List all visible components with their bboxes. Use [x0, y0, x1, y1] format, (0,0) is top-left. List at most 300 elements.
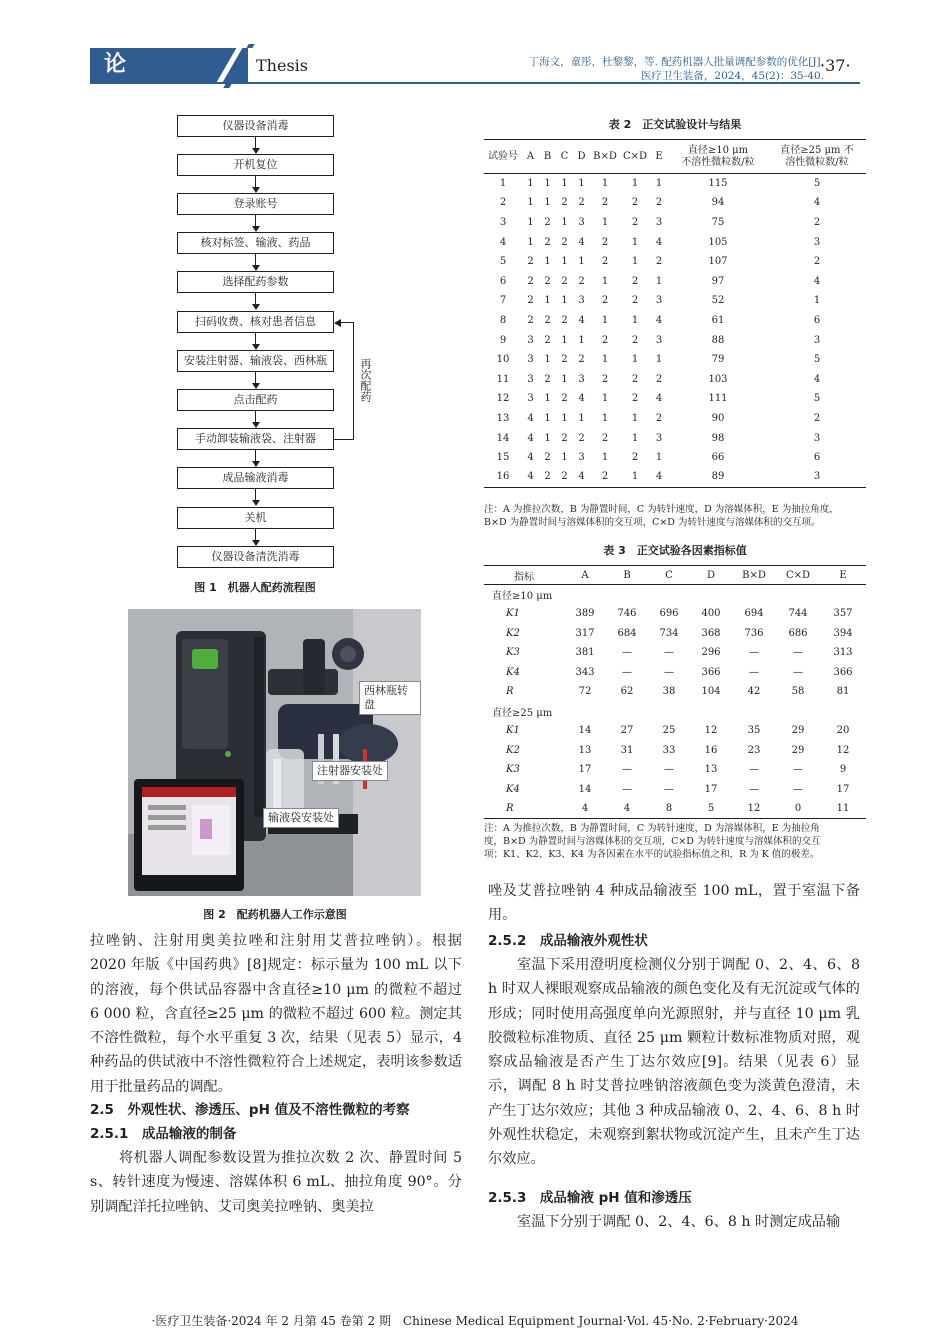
table-cell: 1 — [813, 295, 821, 307]
table-row — [484, 350, 866, 370]
table-cell: 12 — [836, 744, 850, 756]
table-cell: 1 — [601, 314, 609, 326]
table-cell: 1 — [655, 275, 663, 287]
col-header: B — [543, 150, 552, 162]
label-vial-tray: 西林瓶转盘 — [359, 681, 421, 715]
table-cell: 2 — [544, 471, 551, 483]
table-cell: 2 — [544, 452, 551, 464]
loop-line — [334, 439, 354, 440]
table-cell: 366 — [701, 666, 721, 678]
flow-step: 仪器设备消毒 — [177, 115, 334, 137]
table-cell: 3 — [527, 393, 534, 405]
table-cell: 1 — [631, 471, 639, 483]
table-cell: 2 — [655, 197, 663, 209]
table-cell: 1 — [631, 256, 639, 268]
col-header: C — [560, 150, 569, 162]
table-cell: 3 — [578, 216, 585, 228]
table-row — [484, 252, 866, 272]
table-cell: 5 — [813, 393, 821, 405]
table-cell: 2 — [813, 412, 821, 424]
table-cell: 1 — [578, 412, 585, 424]
table-cell: 1 — [544, 256, 551, 268]
table-cell: — — [622, 647, 632, 659]
flow-arrowhead — [252, 304, 260, 310]
table-cell: 2 — [631, 216, 639, 228]
header-citation: 医疗卫生装备，2024，45(2)：35-40. — [640, 70, 824, 82]
table-cell: 2 — [601, 197, 609, 209]
table-cell: 1 — [601, 393, 609, 405]
table-cell: 3 — [813, 432, 821, 444]
loop-arrowhead — [334, 319, 341, 327]
table-cell: 23 — [747, 744, 761, 756]
table-cell: 1 — [631, 314, 639, 326]
table-cell: 5 — [499, 256, 507, 268]
table-cell: K3 — [506, 647, 520, 659]
table-cell: 1 — [631, 354, 639, 366]
table-cell: 8 — [665, 803, 673, 814]
label-syringe-mount: 注射器安装处 — [312, 761, 388, 781]
table-cell: 66 — [711, 452, 725, 464]
table-cell: — — [664, 666, 674, 678]
col-header: C×D — [785, 569, 811, 581]
col-header: C×D — [622, 150, 648, 162]
figure2-caption: 图 2 配药机器人工作示意图 — [203, 908, 347, 921]
flow-step: 扫码收费、核对患者信息 — [177, 311, 334, 333]
table-cell: 13 — [578, 744, 592, 756]
table-row — [484, 291, 866, 311]
table-cell: 103 — [708, 373, 728, 385]
table-cell: 4 — [578, 314, 585, 326]
table-cell: 29 — [791, 725, 805, 737]
table-cell: 366 — [833, 666, 853, 678]
body-paragraph: 唑及艾普拉唑钠 4 种成品输液至 100 mL，置于室温下备用。 — [488, 883, 860, 924]
table-cell: 2 — [561, 197, 568, 209]
table-cell: 25 — [662, 725, 676, 737]
table-cell: 1 — [544, 354, 551, 366]
table-cell: 4 — [655, 393, 663, 405]
table-row — [484, 409, 866, 429]
page-footer: ·医疗卫生装备·2024 年 2 月第 45 卷第 2 期 Chinese Medical Equipment Journal·Vol. 45·No. 2·February·2024 — [151, 1314, 799, 1328]
table-cell: 31 — [620, 744, 634, 756]
table-row — [484, 643, 866, 663]
table-row — [484, 174, 866, 194]
table-cell: 1 — [561, 178, 568, 190]
table-cell: 3 — [578, 452, 585, 464]
table-cell: 4 — [527, 412, 534, 424]
col-header-multiline — [668, 140, 768, 174]
table-cell: 2 — [631, 295, 639, 307]
table-cell: 1 — [544, 393, 551, 405]
table-cell: 1 — [601, 412, 609, 424]
table-cell: 1 — [561, 334, 568, 346]
flow-step: 仪器设备清洗消毒 — [177, 546, 334, 568]
table-cell: 1 — [544, 197, 551, 209]
table-cell: — — [622, 764, 632, 776]
table-cell: 2 — [527, 275, 534, 287]
table-cell: 16 — [704, 744, 718, 756]
table-cell: 3 — [527, 354, 534, 366]
table-cell: 2 — [544, 334, 551, 346]
table-cell: 11 — [836, 803, 850, 814]
table-cell: 1 — [655, 452, 663, 464]
table-cell: 2 — [655, 256, 663, 268]
table-cell: 3 — [499, 216, 507, 228]
table-cell: 2 — [544, 373, 551, 385]
table-row — [484, 311, 866, 331]
col-header: A — [581, 569, 589, 581]
body-paragraph: 将机器人调配参数设置为推拉次数 2 次、静置时间 5 s、转针速度为慢速、溶媒体积 6 mL、抽拉角度 90°。分别调配洋托拉唑钠、艾司奥美拉唑钠、奥美拉 — [90, 1150, 462, 1215]
table-cell: — — [664, 647, 674, 659]
robot-photo — [128, 609, 421, 896]
table-cell: 2 — [631, 275, 639, 287]
table-row — [484, 799, 866, 819]
table-cell: 2 — [601, 373, 609, 385]
table-cell: 2 — [631, 373, 639, 385]
header-category: 论著 — [104, 52, 179, 111]
table-cell: 2 — [601, 236, 609, 248]
table-cell: 1 — [561, 256, 568, 268]
table-cell: 2 — [601, 471, 609, 483]
table-cell: 8 — [499, 314, 507, 326]
col-header: D — [706, 569, 716, 581]
table-cell: 3 — [655, 295, 663, 307]
table-cell: 2 — [499, 197, 507, 209]
table-cell: 4 — [581, 803, 589, 814]
table-cell: 17 — [578, 764, 592, 776]
table-cell: 2 — [527, 295, 534, 307]
table-cell: 4 — [655, 471, 663, 483]
table-row — [484, 682, 866, 702]
table-header-row — [484, 566, 866, 585]
table-cell: — — [793, 783, 803, 795]
table-cell: 111 — [708, 393, 728, 405]
table-cell: 1 — [655, 178, 663, 190]
table-cell: 389 — [575, 608, 595, 620]
table-cell: K4 — [506, 666, 520, 678]
table-cell: 2 — [655, 373, 663, 385]
table-cell: 2 — [544, 236, 551, 248]
table-cell: — — [793, 666, 803, 678]
table-cell: 38 — [662, 686, 676, 698]
table-cell: 72 — [578, 686, 592, 698]
flow-arrowhead — [252, 500, 260, 506]
table-cell: 4 — [578, 236, 585, 248]
table-group-row — [484, 702, 866, 722]
table-cell: 3 — [578, 295, 585, 307]
table-cell: 42 — [747, 686, 761, 698]
table-cell: 746 — [617, 608, 637, 620]
table-cell: 2 — [601, 334, 609, 346]
table-cell: 9 — [839, 764, 847, 776]
table-cell: 17 — [836, 783, 850, 795]
table3-note: 度，B×D 为静置时间与溶媒体积的交互项，C×D 为转针速度与溶媒体积的交互 — [484, 836, 821, 847]
table-row — [484, 330, 866, 350]
table-cell: — — [793, 764, 803, 776]
flow-step: 点击配药 — [177, 389, 334, 411]
col-header: E — [839, 569, 847, 581]
table3 — [484, 565, 866, 819]
loop-line — [353, 322, 354, 439]
table-header-row — [484, 140, 866, 174]
table-cell: 2 — [527, 256, 534, 268]
table-cell: 20 — [836, 725, 850, 737]
table-cell: 61 — [711, 314, 725, 326]
table-row — [484, 721, 866, 741]
body-paragraph: 室温下采用澄明度检测仪分别于调配 0、2、4、6、8 h 时双人裸眼观察成品输液的颜色变化及有无沉淀或气体的形成；同时使用高强度单向光源照射，并与直径 10 μm 乳胶微粒标准物质、直径 25 μm 颗粒计数标准物质对照，观察成品输液是否产生丁达尔效应[9]。结果（见表 6）显示，调配 8 h 时艾普拉唑钠溶液颜色变为淡黄色澄清，未产生丁达尔效应；其他 3 种成品输液 0、2、4、6、8 h 时外观性状稳定，未观察到絮状物或沉淀产生，且未产生丁达尔效应。 — [488, 957, 860, 1168]
table-cell: 1 — [527, 216, 534, 228]
table-cell: 4 — [527, 432, 534, 444]
table-cell: — — [664, 783, 674, 795]
table-cell: 3 — [813, 471, 821, 483]
table-cell: 4 — [655, 314, 663, 326]
label-bag-mount: 输液袋安装处 — [263, 808, 339, 828]
table-cell: 88 — [711, 334, 725, 346]
table2 — [484, 139, 866, 488]
table-cell: 1 — [655, 354, 663, 366]
table-cell: 2 — [631, 334, 639, 346]
table-cell: 75 — [711, 216, 725, 228]
col-header-line: 直径≥25 μm 不 — [780, 144, 854, 156]
flow-step: 开机复位 — [177, 154, 334, 176]
table-cell: 1 — [561, 373, 568, 385]
table-cell: — — [793, 647, 803, 659]
table-row — [484, 428, 866, 448]
col-header: B×D — [593, 150, 617, 162]
table-cell: 17 — [704, 783, 718, 795]
table-cell: K3 — [506, 764, 520, 776]
table-row — [484, 389, 866, 409]
table2-note: 注：A 为推拉次数，B 为静置时间，C 为转针速度，D 为溶媒体积，E 为抽拉角度， — [484, 504, 839, 515]
robot-illustration — [128, 609, 421, 896]
table-cell: 2 — [561, 471, 568, 483]
loop-label: 再次配药 — [359, 358, 372, 402]
table-cell: 696 — [659, 608, 679, 620]
table-cell: 1 — [631, 412, 639, 424]
flow-step: 安装注射器、输液袋、西林瓶 — [177, 350, 334, 372]
table-cell: 2 — [578, 354, 585, 366]
table-cell: 4 — [655, 236, 663, 248]
table-cell: 4 — [813, 275, 821, 287]
table-cell: 1 — [527, 236, 534, 248]
table-cell: K1 — [506, 725, 520, 737]
table-cell: 58 — [791, 686, 805, 698]
table-cell: 4 — [813, 373, 821, 385]
table-cell: 1 — [631, 178, 639, 190]
flow-step: 手动卸装输液袋、注射器 — [177, 428, 334, 450]
table-cell: K2 — [506, 744, 520, 756]
table-cell: 98 — [711, 432, 725, 444]
figure1-caption: 图 1 机器人配药流程图 — [194, 581, 316, 594]
col-header-line: 直径≥10 μm — [687, 144, 749, 156]
table-cell: 1 — [578, 334, 585, 346]
table-cell: 15 — [496, 452, 510, 464]
table-cell: 13 — [704, 764, 718, 776]
table-cell: 296 — [701, 647, 721, 659]
table-row — [484, 663, 866, 683]
table-cell: 9 — [499, 334, 507, 346]
table-cell: 1 — [527, 178, 534, 190]
table-row — [484, 624, 866, 644]
col-header: 试验号 — [488, 150, 518, 162]
table-cell: 2 — [631, 452, 639, 464]
table-cell: 1 — [601, 354, 609, 366]
table2-note: B×D 为静置时间与溶媒体积的交互项，C×D 为转针速度与溶媒体积的交互项。 — [484, 517, 821, 528]
table-cell: — — [622, 783, 632, 795]
table-cell: 1 — [544, 432, 551, 444]
table-cell: 1 — [601, 452, 609, 464]
table-cell: 0 — [794, 803, 802, 814]
body-paragraph: 拉唑钠、注射用奥美拉唑和注射用艾普拉唑钠）。根据 2020 年版《中国药典》[8]规定：标示量为 100 mL 以下的溶液，每个供试品容器中含直径≥10 μm 的微粒不超过 6 000 粒，含直径≥25 μm 的微粒不超过 600 粒。测定其不溶性微粒，每个水平重复 3 次，结果（见表 5）显示，4 种药品的供试液中不溶性微粒符合上述规定，表明该参数适用于批量药品的调配。 — [90, 933, 462, 1095]
table-cell: 1 — [561, 452, 568, 464]
table-cell: 14 — [578, 783, 592, 795]
table-cell: 79 — [711, 354, 725, 366]
table-cell: 4 — [527, 471, 534, 483]
table-row — [484, 271, 866, 291]
table-cell: — — [664, 764, 674, 776]
table-cell: 317 — [575, 627, 595, 639]
section-heading: 2.5 外观性状、渗透压、pH 值及不溶性微粒的考察 — [90, 1102, 410, 1118]
table-cell: 7 — [499, 295, 507, 307]
subsection-heading: 2.5.2 成品输液外观性状 — [488, 933, 648, 949]
table-cell: 10 — [496, 354, 510, 366]
col-header-line: 不溶性微粒数/粒 — [681, 156, 755, 168]
group-label: 直径≥25 μm — [492, 707, 553, 719]
flow-step: 选择配药参数 — [177, 271, 334, 293]
table-cell: 1 — [578, 178, 585, 190]
table-cell: 52 — [711, 295, 725, 307]
table-cell: 2 — [561, 432, 568, 444]
table-cell: 1 — [561, 412, 568, 424]
table-cell: 11 — [496, 373, 510, 385]
table-cell: R — [506, 686, 514, 698]
table-cell: 1 — [578, 256, 585, 268]
table-cell: 4 — [578, 471, 585, 483]
table-cell: 1 — [601, 216, 609, 228]
table-cell: 89 — [711, 471, 725, 483]
table-row — [484, 604, 866, 624]
table-cell: 27 — [620, 725, 634, 737]
table-cell: 2 — [631, 393, 639, 405]
table-cell: — — [749, 764, 759, 776]
table-cell: 3 — [655, 334, 663, 346]
col-header: 指标 — [514, 571, 534, 583]
table3-caption: 表 3 正交试验各因素指标值 — [603, 544, 747, 557]
table-cell: 2 — [561, 275, 568, 287]
flow-step: 核对标签、输液、药品 — [177, 232, 334, 254]
table-cell: 2 — [544, 216, 551, 228]
table-cell: 394 — [833, 627, 853, 639]
table-cell: 4 — [499, 236, 507, 248]
table-row — [484, 760, 866, 780]
table-cell: 33 — [662, 744, 676, 756]
table-cell: 2 — [561, 393, 568, 405]
table-cell: 313 — [833, 647, 853, 659]
table-cell: 2 — [813, 256, 821, 268]
table-cell: 29 — [791, 744, 805, 756]
group-label: 直径≥10 μm — [492, 591, 553, 602]
table-cell: 13 — [496, 412, 510, 424]
table-cell: K4 — [506, 783, 520, 795]
col-header: B — [623, 569, 631, 581]
table-cell: 2 — [527, 314, 534, 326]
table-cell: 1 — [631, 432, 639, 444]
table-cell: 16 — [496, 471, 510, 483]
table-cell: R — [506, 803, 514, 814]
table-cell: 5 — [707, 803, 715, 814]
table-cell: 12 — [747, 803, 761, 814]
table-row — [484, 448, 866, 468]
table-cell: 104 — [701, 686, 721, 698]
table-cell: 3 — [527, 334, 534, 346]
table-cell: 94 — [711, 197, 725, 209]
table-row — [484, 213, 866, 233]
table-cell: 2 — [561, 236, 568, 248]
table-cell: 5 — [813, 178, 821, 190]
table2-caption: 表 2 正交试验设计与结果 — [608, 118, 742, 131]
table-cell: 81 — [836, 686, 850, 698]
table-row — [484, 232, 866, 252]
table-cell: 2 — [544, 314, 551, 326]
table-cell: 4 — [527, 452, 534, 464]
table-cell: 736 — [744, 627, 764, 639]
table-cell: 3 — [655, 432, 663, 444]
table-cell: 2 — [561, 354, 568, 366]
table-cell: 686 — [788, 627, 808, 639]
table-cell: 357 — [833, 608, 853, 620]
table-cell: 694 — [744, 608, 764, 620]
table-cell: 4 — [813, 197, 821, 209]
flow-step: 成品输液消毒 — [177, 467, 334, 489]
table-cell: — — [749, 783, 759, 795]
col-header-line: 溶性微粒数/粒 — [785, 156, 849, 168]
table-cell: 3 — [578, 373, 585, 385]
table-cell: 105 — [708, 236, 728, 248]
table-cell: 1 — [544, 178, 551, 190]
table-cell: 2 — [578, 432, 585, 444]
table-cell: 4 — [623, 803, 631, 814]
table-cell: 107 — [708, 256, 728, 268]
table-cell: 684 — [617, 627, 637, 639]
flow-step: 登录账号 — [177, 193, 334, 215]
subsection-heading: 2.5.3 成品输液 pH 值和渗透压 — [488, 1190, 692, 1206]
table-cell: K1 — [506, 608, 520, 620]
table-cell: 1 — [544, 295, 551, 307]
table-cell: 343 — [575, 666, 595, 678]
table-cell: — — [749, 666, 759, 678]
table-cell: 3 — [527, 373, 534, 385]
header-citation: 丁海文，童彤，杜黎黎，等. 配药机器人批量调配参数的优化[J]. — [528, 56, 824, 68]
table-cell: 12 — [704, 725, 718, 737]
col-header: E — [655, 150, 663, 162]
table-cell: 3 — [655, 216, 663, 228]
table-cell: 744 — [788, 608, 808, 620]
table-row — [484, 467, 866, 487]
col-header: A — [526, 150, 535, 162]
table-cell: 6 — [499, 275, 507, 287]
table-row — [484, 369, 866, 389]
table-cell: 381 — [575, 647, 595, 659]
table-cell: 1 — [601, 178, 609, 190]
table3-note: 注：A 为推拉次数，B 为静置时间，C 为转针速度，D 为溶媒体积，E 为抽拉角 — [484, 823, 820, 834]
table-row — [484, 193, 866, 213]
table3-note: 项；K1、K2、K3、K4 为各因素在水平的试验指标值之和，R 为 K 值的极差。 — [484, 849, 820, 860]
table-cell: 2 — [601, 295, 609, 307]
table-cell: 62 — [620, 686, 634, 698]
table-cell: 2 — [578, 275, 585, 287]
col-header: D — [577, 150, 586, 162]
table-cell: 1 — [601, 275, 609, 287]
table-cell: 368 — [701, 627, 721, 639]
